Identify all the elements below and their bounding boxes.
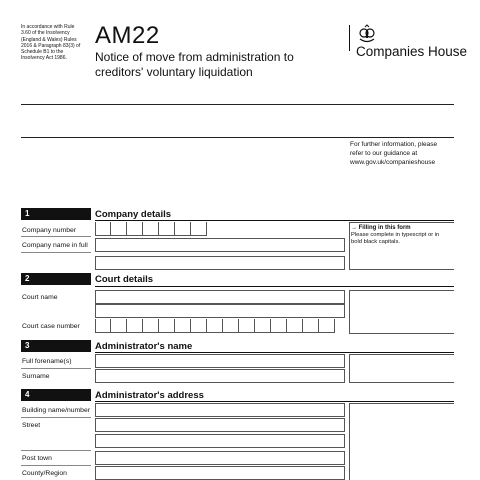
company-name-label: Company name in full [22,242,88,249]
building-label: Building name/number [22,407,91,414]
header-rule [21,104,454,105]
company-name-field-line-2[interactable] [95,256,345,270]
post-town-field[interactable] [95,451,345,465]
county-field[interactable] [95,466,345,480]
section-rule [95,401,454,402]
section-number: 2 [21,273,91,285]
brand-name: Companies House [356,44,468,59]
section-title: Administrator's address [95,390,204,401]
row-rule [21,368,91,369]
company-number-field[interactable] [95,222,207,236]
side-box [349,354,454,383]
section-number: 4 [21,389,91,401]
crest-icon [356,24,378,46]
building-field[interactable] [95,403,345,417]
full-forenames-label: Full forename(s) [22,358,72,365]
court-name-field[interactable] [95,290,345,304]
section-title: Company details [95,209,172,220]
section-title: Court details [95,274,154,285]
street-field[interactable] [95,418,345,432]
post-town-label: Post town [22,455,52,462]
court-name-label: Court name [22,294,58,301]
section-rule [95,286,454,287]
section-title: Administrator's name [95,341,193,352]
company-name-field[interactable] [95,238,345,252]
court-case-number-field[interactable] [95,319,335,333]
surname-field[interactable] [95,369,345,383]
form-code: AM22 [95,22,160,49]
row-rule [21,236,91,237]
section-rule [95,220,454,221]
row-rule [21,450,91,451]
brand-divider [349,25,350,51]
forenames-field[interactable] [95,354,345,368]
surname-label: Surname [22,373,50,380]
section-number: 3 [21,340,91,352]
street-label: Street [22,422,41,429]
header-rule [21,137,454,138]
filling-note: → Filling in this form Please complete in typescript or in bold black capitals. [351,225,440,245]
court-name-field-line-2[interactable] [95,304,345,318]
side-box [349,403,454,480]
form-title: Notice of move from administration to creditors' voluntary liquidation [95,50,294,79]
street-field-line-2[interactable] [95,434,345,448]
section-number: 1 [21,208,91,220]
court-case-number-label: Court case number [22,323,80,330]
section-rule [95,352,454,353]
row-rule [21,417,91,418]
side-box [349,290,454,334]
county-label: County/Region [22,470,67,477]
company-number-label: Company number [22,227,77,234]
row-rule [21,465,91,466]
row-rule [21,252,91,253]
legal-reference: In accordance with Rule 3.60 of the Insolvency (England & Wales) Rules 2016 & Paragraph 83(3) of Schedule B1 to the Insolvency Act 1986. [21,24,81,62]
info-text: For further information, please refer to our guidance at www.gov.uk/companieshouse [350,141,438,166]
